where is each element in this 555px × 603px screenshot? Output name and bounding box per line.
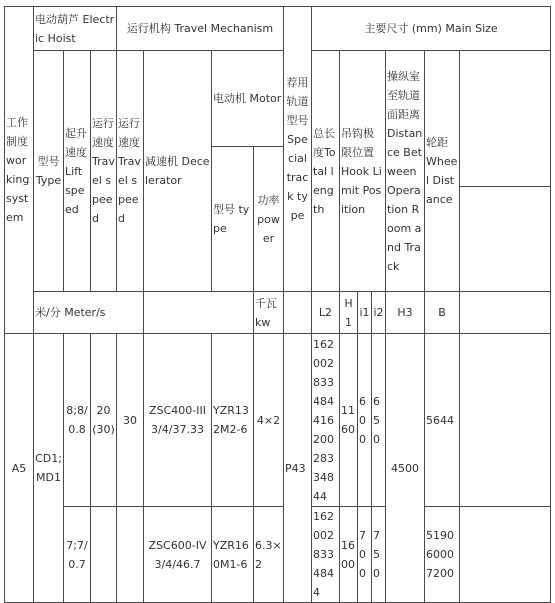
blank-cell [460, 51, 551, 187]
symbol-i1: i1 [358, 292, 372, 334]
header-lift-speed: 起升速度Lift speed [64, 51, 91, 292]
header-hoist-travel-speed: 运行速度Travel speed [91, 51, 117, 292]
i2-value: 650 [372, 334, 386, 507]
symbol-l2: L2 [312, 292, 340, 334]
travel-speed-value: 30 [117, 334, 144, 507]
blank-cell [144, 292, 254, 334]
i1-value: 700 [358, 507, 372, 603]
lift-speed-value: 7;7/0.7 [64, 507, 91, 603]
header-total-length: 总长度Total length [312, 51, 340, 292]
total-length-value: 1620028334844 [312, 507, 340, 603]
i2-value: 750 [372, 507, 386, 603]
symbol-i2: i2 [372, 292, 386, 334]
blank-cell [91, 507, 117, 603]
header-work-system: 工作制度working system [5, 7, 34, 334]
h3-value: 4500 [386, 334, 425, 603]
header-decelerator: 减速机 Decelerator [144, 51, 212, 292]
wheel-distance-value: 5644 [425, 334, 460, 507]
header-motor: 电动机 Motor [212, 51, 284, 147]
motor-type-value: YZR132M2-6 [212, 334, 254, 507]
blank-cell [460, 187, 551, 292]
spec-table [4, 6, 551, 603]
blank-cell [460, 334, 551, 507]
blank-cell [117, 507, 144, 603]
work-system-value: A5 [5, 334, 34, 603]
total-length-value: 16200283348441620028334844 [312, 334, 340, 507]
header-operation-room: 操纵室至轨道面距离Distance Between Operation Room and Track [386, 51, 425, 292]
h1-value: 1160 [340, 334, 358, 507]
header-type: 型号Type [34, 51, 64, 292]
header-hook-limit: 吊钩极限位置 Hook Limit Position [340, 51, 386, 292]
motor-type-value: YZR160M1-6 [212, 507, 254, 603]
header-travel-mechanism: 运行机构 Travel Mechanism [117, 7, 284, 51]
wheel-distance-value: 519060007200 [425, 507, 460, 603]
unit-power: 千瓦kw [254, 292, 284, 334]
blank-cell [460, 292, 551, 334]
symbol-b: B [425, 292, 460, 334]
decelerator-value: ZSC600-IV 3/4/46.7 [144, 507, 212, 603]
blank-cell [460, 507, 551, 603]
symbol-h3: H3 [386, 292, 425, 334]
hoist-travel-speed-value: 20(30) [91, 334, 117, 507]
type-value: CD1;MD1 [34, 334, 64, 603]
lift-speed-value: 8;8/0.8 [64, 334, 91, 507]
h1-value: 1600 [340, 507, 358, 603]
header-electric-hoist: 电动葫芦 Electric Hoist [34, 7, 117, 51]
header-wheel-distance: 轮距Wheel Distance [425, 51, 460, 292]
motor-power-value: 6.3×2 [254, 507, 284, 603]
header-track-type: 荐用轨道型号Special track type [284, 7, 312, 292]
symbol-h1: H1 [340, 292, 358, 334]
header-motor-type: 型号 type [212, 147, 254, 292]
track-value: P43 [284, 334, 312, 603]
blank-cell [284, 292, 312, 334]
header-main-size: 主要尺寸 (mm) Main Size [312, 7, 551, 51]
decelerator-value: ZSC400-III 3/4/37.33 [144, 334, 212, 507]
i1-value: 600 [358, 334, 372, 507]
header-travel-speed: 运行速度Travel speed [117, 51, 144, 292]
unit-speed: 米/分 Meter/s [34, 292, 144, 334]
header-motor-power: 功率power [254, 147, 284, 292]
motor-power-value: 4×2 [254, 334, 284, 507]
